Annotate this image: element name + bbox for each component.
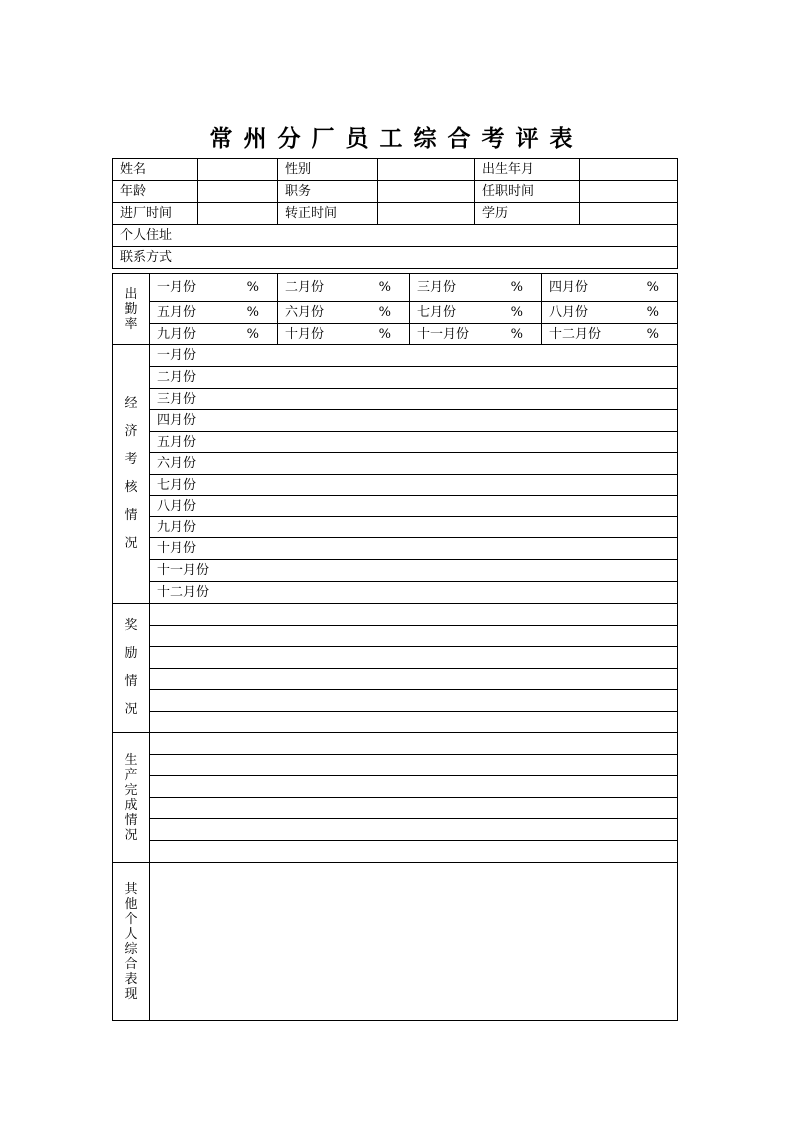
percent-sign: %: [510, 280, 523, 295]
birth-label: 出生年月: [475, 159, 580, 181]
tenure-field[interactable]: [580, 181, 678, 203]
name-label: 姓名: [113, 159, 198, 181]
table-row: [113, 712, 678, 733]
reward-entry-row[interactable]: [150, 604, 678, 626]
table-row: [113, 841, 678, 863]
economic-month-row[interactable]: 九月份: [150, 517, 678, 538]
reward-entry-row[interactable]: [150, 690, 678, 712]
table-row: [113, 582, 678, 604]
production-entry-row[interactable]: [150, 733, 678, 755]
attendance-cell[interactable]: [278, 324, 410, 345]
table-row: [113, 203, 678, 225]
table-row: [113, 432, 678, 453]
month-label: 九月份: [157, 326, 197, 342]
month-label: 八月份: [549, 305, 589, 320]
economic-month-row[interactable]: 十月份: [150, 538, 678, 560]
attendance-cell[interactable]: [542, 324, 678, 345]
table-row: [113, 863, 678, 1021]
reward-entry-row[interactable]: [150, 626, 678, 647]
attendance-cell[interactable]: [410, 302, 542, 324]
table-row: [113, 247, 678, 269]
table-row: [113, 626, 678, 647]
reward-entry-row[interactable]: [150, 712, 678, 733]
attendance-cell[interactable]: [278, 302, 410, 324]
economic-month-row[interactable]: 十一月份: [150, 560, 678, 582]
attendance-cell[interactable]: [150, 324, 278, 345]
attendance-cell[interactable]: [150, 302, 278, 324]
address-field[interactable]: 个人住址: [113, 225, 678, 247]
evaluation-table: [112, 273, 678, 1021]
table-row: [113, 560, 678, 582]
attendance-cell[interactable]: [278, 274, 410, 302]
percent-sign: %: [378, 280, 391, 295]
month-label: 一月份: [157, 280, 197, 295]
other-performance-field[interactable]: [150, 863, 678, 1021]
table-row: [113, 453, 678, 475]
education-field[interactable]: [580, 203, 678, 225]
month-label: 七月份: [417, 305, 457, 320]
percent-sign: %: [246, 305, 259, 320]
contact-field[interactable]: 联系方式: [113, 247, 678, 269]
table-row: [113, 538, 678, 560]
regular-date-field[interactable]: [378, 203, 475, 225]
table-row: [113, 496, 678, 517]
age-label: 年龄: [113, 181, 198, 203]
production-entry-row[interactable]: [150, 798, 678, 819]
month-label: 三月份: [417, 280, 457, 295]
join-date-field[interactable]: [198, 203, 278, 225]
attendance-cell[interactable]: [410, 324, 542, 345]
basic-info-table: [112, 158, 678, 269]
position-label: 职务: [278, 181, 378, 203]
table-row: [113, 755, 678, 776]
percent-sign: %: [646, 280, 659, 295]
month-label: 十月份: [285, 326, 325, 342]
attendance-cell[interactable]: [542, 302, 678, 324]
economic-month-row[interactable]: 八月份: [150, 496, 678, 517]
table-row: [113, 475, 678, 496]
table-row: [113, 225, 678, 247]
economic-month-row[interactable]: 一月份: [150, 345, 678, 367]
percent-sign: %: [378, 305, 391, 320]
percent-sign: %: [378, 326, 391, 342]
gender-label: 性别: [278, 159, 378, 181]
table-row: [113, 776, 678, 798]
economic-month-row[interactable]: 六月份: [150, 453, 678, 475]
month-label: 二月份: [285, 280, 325, 295]
table-row: [113, 181, 678, 203]
production-entry-row[interactable]: [150, 776, 678, 798]
percent-sign: %: [510, 326, 523, 342]
birth-field[interactable]: [580, 159, 678, 181]
economic-month-row[interactable]: 五月份: [150, 432, 678, 453]
table-row: [113, 159, 678, 181]
table-row: [113, 389, 678, 410]
table-row: [113, 604, 678, 626]
table-row: [113, 690, 678, 712]
table-row: [113, 302, 678, 324]
attendance-cell[interactable]: [410, 274, 542, 302]
join-date-label: 进厂时间: [113, 203, 198, 225]
page-title: 常州分厂员工综合考评表: [209, 125, 584, 152]
percent-sign: %: [246, 280, 259, 295]
percent-sign: %: [510, 305, 523, 320]
table-row: [113, 798, 678, 819]
table-row: [113, 647, 678, 669]
reward-label-cell: [113, 604, 150, 733]
production-entry-row[interactable]: [150, 819, 678, 841]
economic-label: 经济考核情况: [124, 396, 138, 551]
month-label: 十一月份: [417, 326, 470, 342]
table-row: [113, 517, 678, 538]
month-label: 十二月份: [549, 326, 602, 342]
table-row: [113, 669, 678, 690]
economic-month-row[interactable]: 十二月份: [150, 582, 678, 604]
gender-field[interactable]: [378, 159, 475, 181]
attendance-label-cell: [113, 274, 150, 345]
other-label: 其他个人综合表现: [124, 881, 138, 1002]
table-row: [113, 367, 678, 389]
production-label-cell: [113, 733, 150, 863]
economic-month-row[interactable]: 七月份: [150, 475, 678, 496]
reward-label: 奖励情况: [124, 618, 138, 717]
position-field[interactable]: [378, 181, 475, 203]
economic-month-row[interactable]: 四月份: [150, 410, 678, 432]
reward-entry-row[interactable]: [150, 669, 678, 690]
month-label: 四月份: [549, 280, 589, 295]
attendance-label: 出勤率: [124, 286, 138, 332]
economic-month-row[interactable]: 三月份: [150, 389, 678, 410]
economic-label-cell: [113, 345, 150, 604]
table-row: [113, 733, 678, 755]
production-label: 生产完成情况: [124, 752, 138, 843]
production-entry-row[interactable]: [150, 841, 678, 863]
percent-sign: %: [246, 326, 259, 342]
attendance-cell[interactable]: [150, 274, 278, 302]
other-label-cell: [113, 863, 150, 1021]
table-row: [113, 819, 678, 841]
education-label: 学历: [475, 203, 580, 225]
regular-date-label: 转正时间: [278, 203, 378, 225]
table-row: [113, 410, 678, 432]
month-label: 六月份: [285, 305, 325, 320]
reward-entry-row[interactable]: [150, 647, 678, 669]
percent-sign: %: [646, 305, 659, 320]
attendance-cell[interactable]: [542, 274, 678, 302]
name-field[interactable]: [198, 159, 278, 181]
month-label: 五月份: [157, 305, 197, 320]
economic-month-row[interactable]: 二月份: [150, 367, 678, 389]
percent-sign: %: [646, 326, 659, 342]
table-row: [113, 345, 678, 367]
table-row: [113, 274, 678, 302]
table-row: [113, 324, 678, 345]
tenure-label: 任职时间: [475, 181, 580, 203]
age-field[interactable]: [198, 181, 278, 203]
production-entry-row[interactable]: [150, 755, 678, 776]
